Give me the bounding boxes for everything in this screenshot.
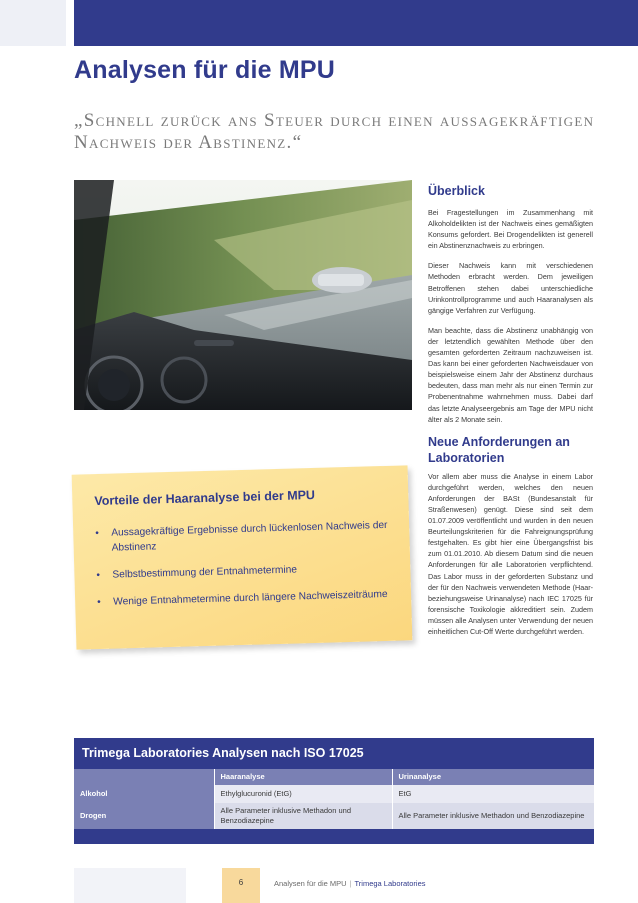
header-band-right <box>74 0 638 46</box>
table-header-empty <box>74 769 214 785</box>
page-title: Analysen für die MPU <box>74 56 335 84</box>
urine-cell: Alle Parameter inklusive Methadon und Benzodiazepine <box>392 803 594 829</box>
overview-heading: Überblick <box>428 184 485 198</box>
requirements-heading: Neue Anforderungen an Laboratorien <box>428 434 570 465</box>
requirements-paragraph: Vor allem aber muss die Analyse in einem Labor durchgeführt werden, welches den neuen Anforderungen der BASt (Bundesanstalt für Straßenwesen) genügt. Diese sind seit dem 01.07.2009 veröffentlicht und wurden in den neuen Beurteilungskriterien für die Fahreignungsprüfung festgehalten. Es gibt hier eine Übergangsfrist bis zum 01.01.2010. Ab diesem Datum sind die neuen Anforderungen für alle Laboratorien verpflichtend. Das Labor muss in der geforderten Substanz und der für den Nachweis verwendeten Methode (Haar- beziehungsweise Urinanalyse) nach IEC 17025 für forensische Toxikologie akkreditiert sein. Zudem müssen alle Analysen unter Verwendung der neuen einheitlichen Cut-Off Werte durchgeführt werden. <box>428 471 593 636</box>
advantages-heading: Vorteile der Haaranalyse bei der MPU <box>94 487 316 509</box>
overview-paragraph: Dieser Nachweis kann mit verschiedenen Methoden erbracht werden. Dem jeweiligen Betroffenen stehen dabei unterschiedliche Urinkontrollprogramme und auch Haaranalysen als gängige Verfahren zur Verfügung. <box>428 261 593 315</box>
footer-separator: | <box>349 879 352 888</box>
analysis-grid <box>74 769 595 829</box>
page-subtitle: „Schnell zurück ans Steuer durch einen aussagekräftigen Nachweis der Abstinenz.“ <box>74 110 595 153</box>
advantages-list <box>95 518 398 622</box>
advantages-item: • Wenige Entnahmetermine durch längere Nachweiszeiträume <box>97 587 397 610</box>
table-row <box>74 785 594 803</box>
header-band-left <box>0 0 66 46</box>
overview-paragraph: Bei Fragestellungen im Zusammenhang mit Alkoholdelikten ist der Nachweis eines gemäßigten Konsums gefordert. Bei Drogendelikten ist generell ein Abstinenznachweis zu erbringen. <box>428 208 593 251</box>
advantages-note <box>72 465 413 649</box>
hair-cell: Ethylglucuronid (EtG) <box>214 785 392 803</box>
footer-box <box>74 868 186 903</box>
table-header-hair: Haaranalyse <box>214 769 392 785</box>
overview-paragraph: Man beachte, dass die Abstinenz unabhängig von der letztendlich gewählten Methode über den gesamten geforderten Zeitraum nachzuweisen ist. Das kann bei einer geforderten Nachweisdauer von beispielsweise einem Jahr der Abstinenz durchaus bedeuten, dass man mehr als nur einen Termin zur Probenentnahme wahrnehmen muss. Dabei darf das letzte Analyseergebnis am Tage der MPU nicht älter als 2 Monate sein. <box>428 325 593 424</box>
car-dashboard-photo <box>74 180 412 410</box>
advantages-item: • Aussagekräftige Ergebnisse durch lückenlosen Nachweis der Abstinenz <box>95 518 396 556</box>
hair-cell: Alle Parameter inklusive Methadon und Benzodiazepine <box>214 803 392 829</box>
table-header-urine: Urinanalyse <box>392 769 594 785</box>
urine-cell: EtG <box>392 785 594 803</box>
page-number: 6 <box>222 868 260 903</box>
row-label: Alkohol <box>74 785 214 803</box>
footer-text <box>274 879 426 888</box>
advantages-item: • Selbstbestimmung der Entnahmetermine <box>96 560 396 583</box>
header-band <box>0 0 638 46</box>
footer-brand: Trimega Laboratories <box>354 879 426 888</box>
table-header-row <box>74 769 594 785</box>
table-row <box>74 803 594 829</box>
table-title: Trimega Laboratories Analysen nach ISO 17025 <box>74 738 594 769</box>
footer-doc-title: Analysen für die MPU <box>274 879 347 888</box>
row-label: Drogen <box>74 803 214 829</box>
analysis-table <box>74 738 594 844</box>
table-footer-band <box>74 829 594 844</box>
page-footer <box>74 868 638 903</box>
overview-column <box>428 184 593 646</box>
